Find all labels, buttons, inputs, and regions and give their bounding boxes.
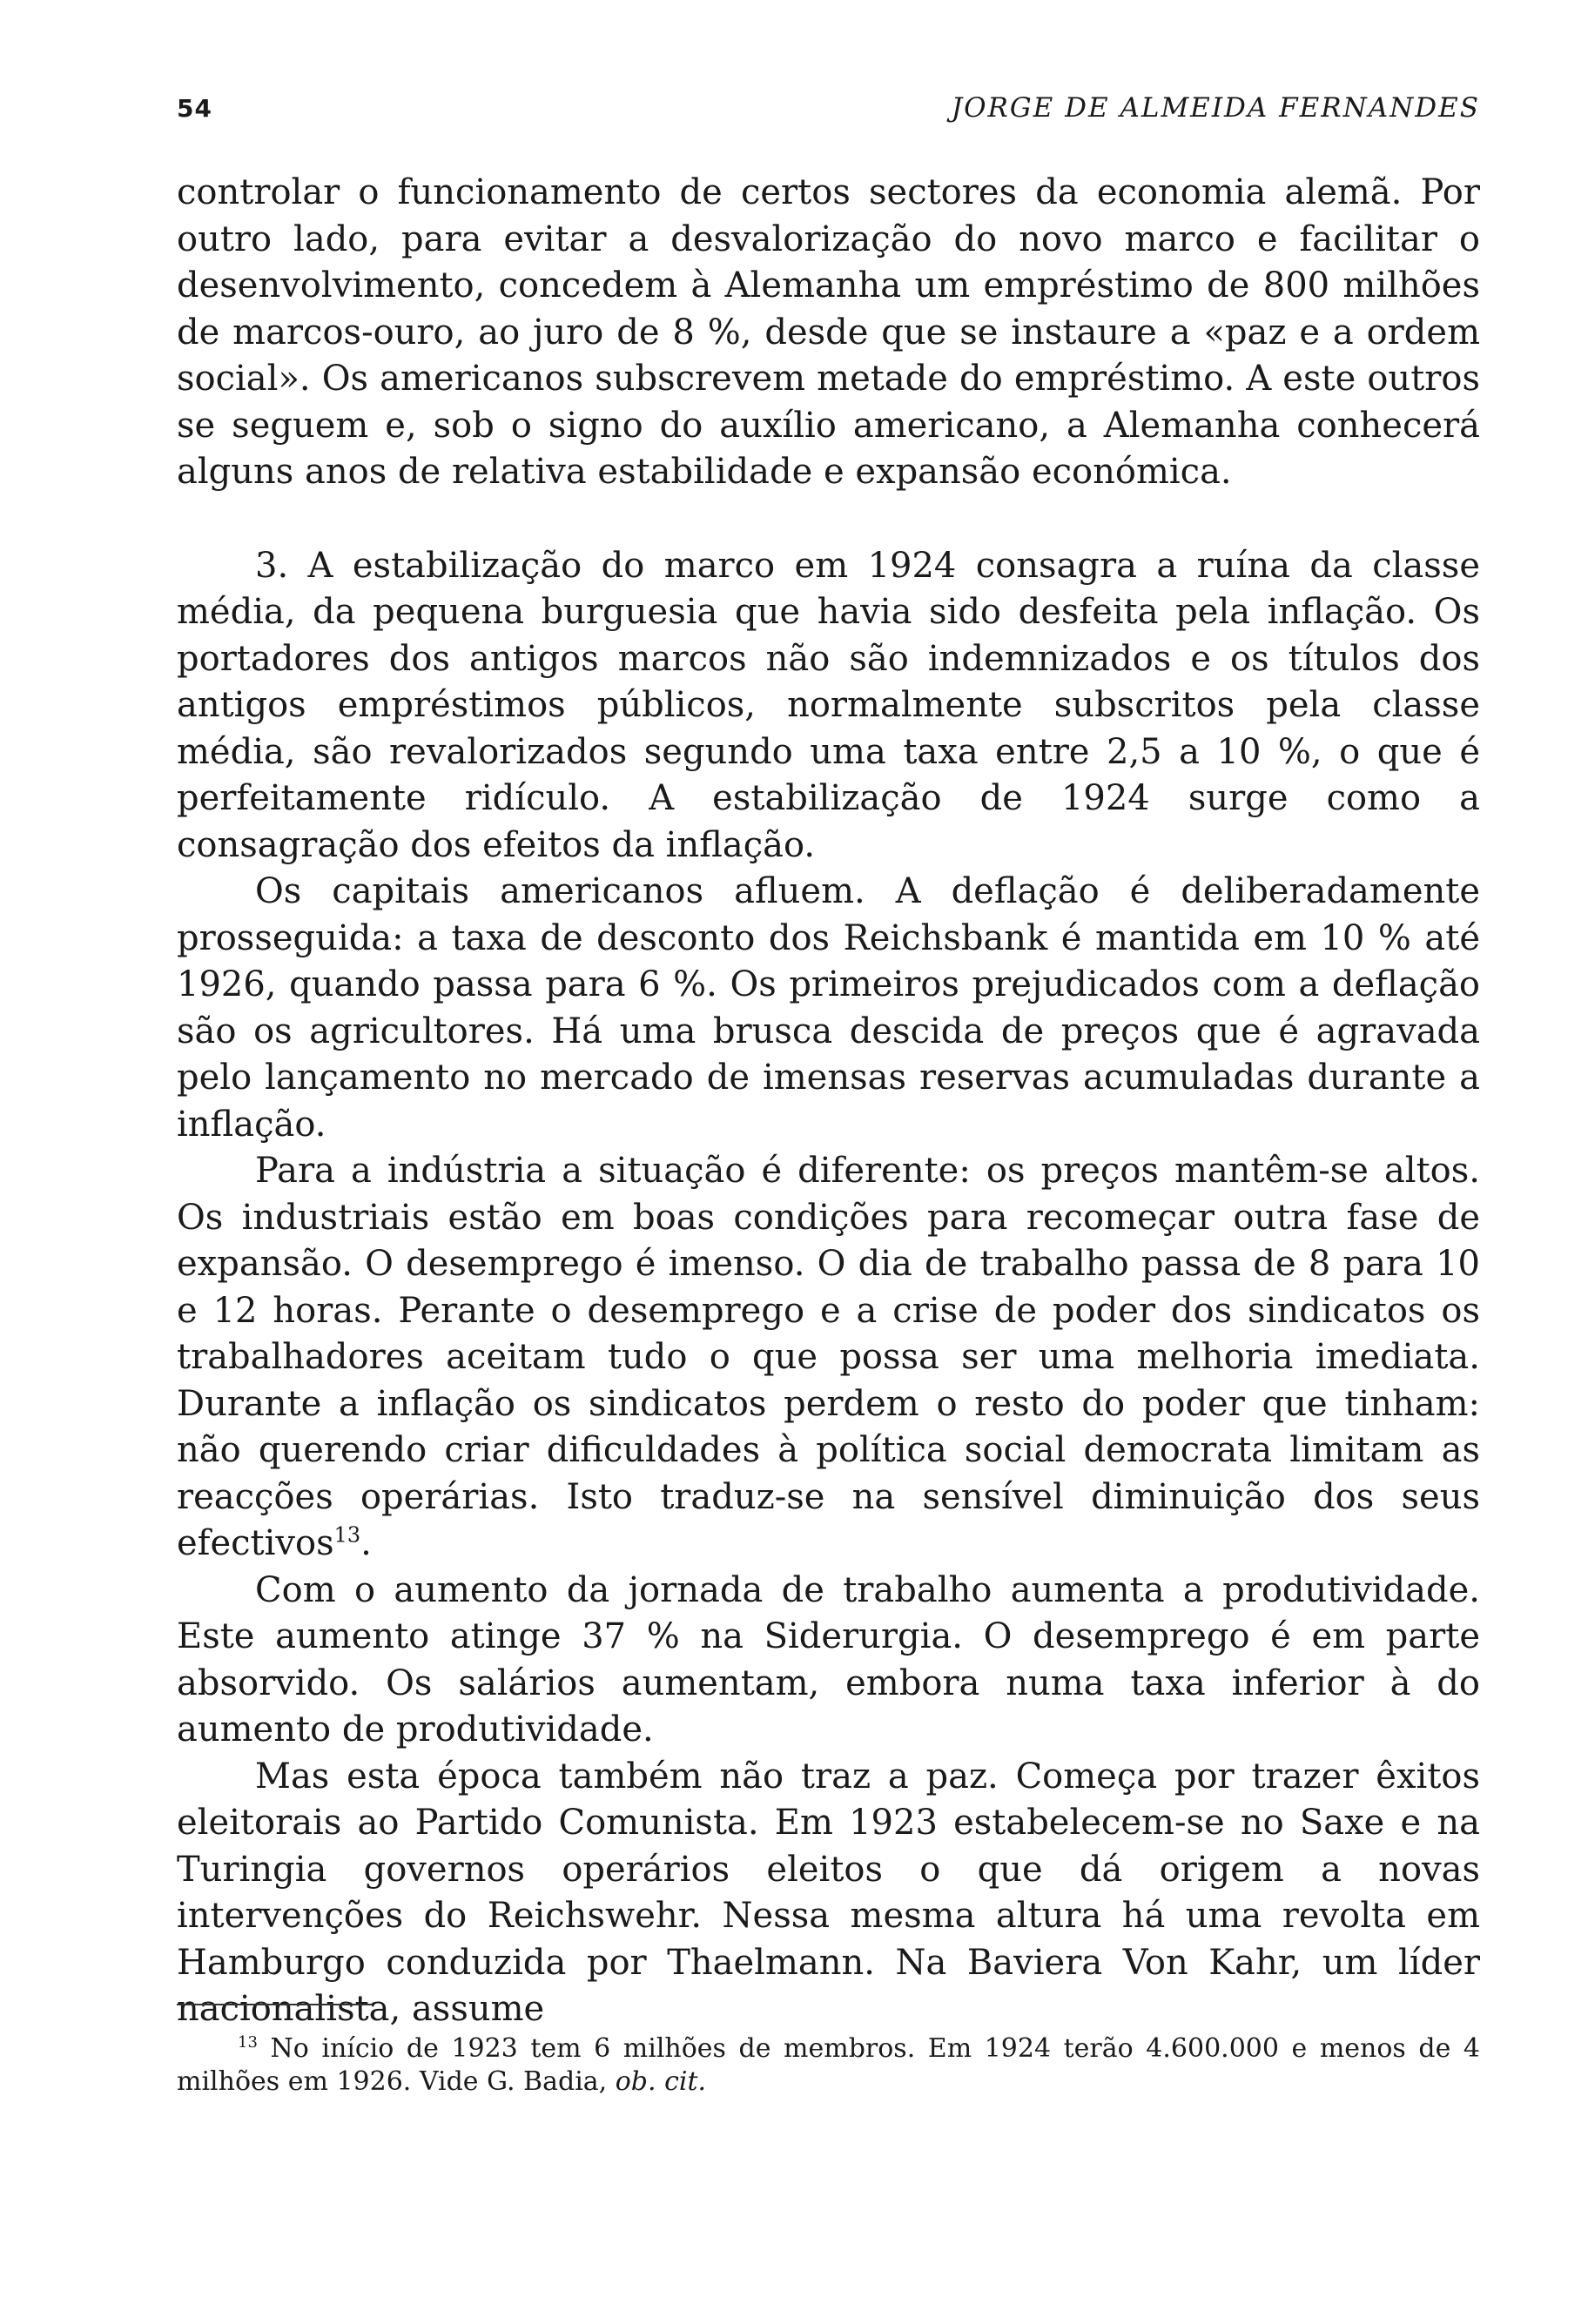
paragraph: Com o aumento da jornada de trabalho aumenta a produtividade. Este aumento atinge 37 % na Siderurgia. O desemprego é em parte absorvido. Os salários aumentam, embora numa taxa inferior à do aumento de produtividade.	[177, 1569, 1480, 1750]
footnote-reference[interactable]: 13	[333, 1522, 361, 1548]
running-head: JORGE DE ALMEIDA FERNANDES	[951, 92, 1480, 124]
page-number: 54	[177, 94, 212, 123]
footnote-citation: ob. cit.	[615, 2066, 707, 2097]
paragraph: controlar o funcionamento de certos sectores da economia alemã. Por outro lado, para evitar a desvalorização do novo marco e facilitar o desenvolvimento, concedem à Alemanha um empréstimo de 800 milhões de marcos-ouro, ao juro de 8 %, desde que se instaure a «paz e a ordem social». Os americanos subscrevem metade do empréstimo. A este outros se seguem e, sob o signo do auxílio americano, a Alemanha conhecerá alguns anos de relativa estabilidade e expansão económica.	[177, 172, 1480, 492]
page-header	[177, 87, 1480, 131]
footnote	[177, 2032, 1480, 2099]
body-text	[177, 170, 1480, 2033]
paragraph: 3. A estabilização do marco em 1924 consagra a ruína da classe média, da pequena burguesia que havia sido desfeita pela inflação. Os portadores dos antigos marcos não são indemnizados e os títulos dos antigos empréstimos públicos, normalmente subscritos pela classe média, são revalorizados segundo uma taxa entre 2,5 a 10 %, o que é perfeitamente ridículo. A estabilização de 1924 surge como a consagração dos efeitos da inflação.	[177, 545, 1480, 865]
footnotes	[177, 2032, 1480, 2099]
paragraph: Os capitais americanos afluem. A deflação é deliberadamente prosseguida: a taxa de desconto dos Reichsbank é mantida em 10 % até 1926, quando passa para 6 %. Os primeiros prejudicados com a deflação são os agricultores. Há uma brusca descida de preços que é agravada pelo lançamento no mercado de imensas reservas acumuladas durante a inflação.	[177, 871, 1480, 1145]
paragraph: Mas esta época também não traz a paz. Começa por trazer êxitos eleitorais ao Partido Comunista. Em 1923 estabelecem-se no Saxe e na Turingia governos operários eleitos o que dá origem a novas intervenções do Reichswehr. Nessa mesma altura há uma revolta em Hamburgo conduzida por Thaelmann. Na Baviera Von Kahr, um líder nacionalista, assume	[177, 1756, 1480, 2029]
paragraph-text: Para a indústria a situação é diferente: os preços mantêm-se altos. Os industriais estão em boas condições para recomeçar outra fase de expansão. O desemprego é imenso. O dia de trabalho passa de 8 para 10 e 12 horas. Perante o desemprego e a crise de poder dos sindicatos os trabalhadores aceitam tudo o que possa ser uma melhoria imediata. Durante a inflação os sindicatos perdem o resto do poder que tinham: não querendo criar dificuldades à política social democrata limitam as reacções operárias. Isto traduz-se na sensível diminuição dos seus efectivos	[177, 1151, 1480, 1563]
footnote-text: No início de 1923 tem 6 milhões de membros. Em 1924 terão 4.600.000 e menos de 4 milhões em 1926. Vide G. Badia,	[177, 2033, 1480, 2097]
paragraph-tail: .	[360, 1523, 372, 1563]
footnote-marker: 13	[238, 2033, 258, 2052]
paragraph	[177, 1148, 1480, 1568]
footnote-divider	[177, 2004, 373, 2005]
